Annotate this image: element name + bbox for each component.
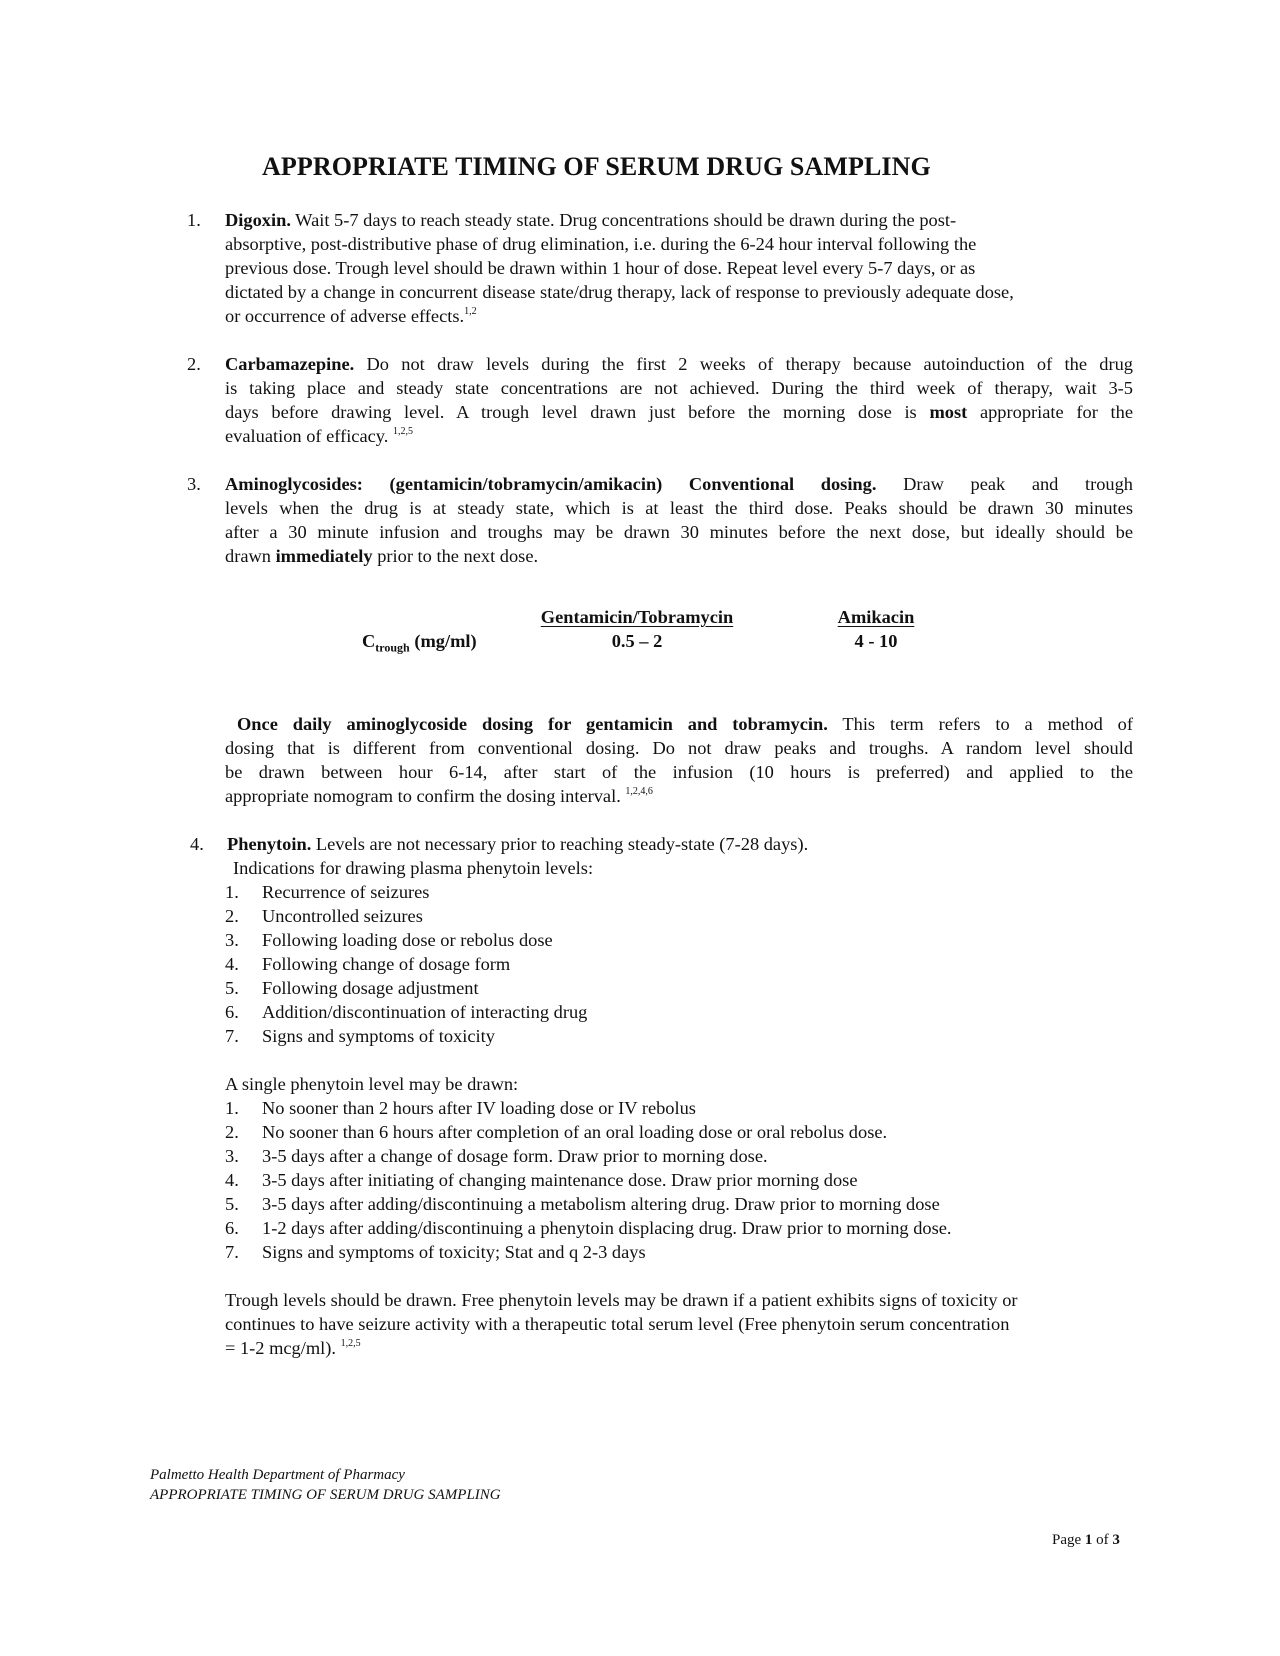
section-heading: Phenytoin. [227,834,312,854]
page-number: Page 1 of 3 [1052,1532,1120,1548]
table-cell: 0.5 – 2 [611,631,663,651]
list-number: 3. [187,474,201,494]
paragraph-line: Aminoglycosides: (gentamicin/tobramycin/amikacin) Conventional dosing. Draw peak and trough [225,474,1133,494]
list-item: 5. 3-5 days after adding/discontinuing a metabolism altering drug. Draw prior to morning dose [225,1194,940,1214]
row-label-c-trough: $C_{trough}$ (mg/ml) [362,631,477,655]
paragraph-line: Digoxin. Wait 5-7 days to reach steady state. Drug concentrations should be drawn during the post- [225,210,957,230]
paragraph-line: be drawn between hour 6-14, after start of the infusion (10 hours is preferred) and applied to the [225,762,1133,782]
column-header-gentamicin-tobramycin: Gentamicin/Tobramycin [540,607,734,627]
reference-superscript: 1,2,5 [340,1338,361,1349]
list-item: 7. Signs and symptoms of toxicity [225,1026,495,1046]
paragraph-line: evaluation of efficacy. $^{1,2,5}$ [225,426,413,446]
paragraph-line: levels when the drug is at steady state, which is at least the third dose. Peaks should be drawn 30 minutes [225,498,1133,518]
list-number: 1. [187,210,201,230]
paragraph-line: Phenytoin. Levels are not necessary prior to reaching steady-state (7-28 days). [227,834,809,854]
paragraph-line: dosing that is different from conventional dosing. Do not draw peaks and troughs. A random level should [225,738,1133,758]
paragraph-line: dictated by a change in concurrent disease state/drug therapy, lack of response to previously adequate dose, [225,282,1014,302]
reference-superscript: 1,2 [464,306,477,317]
paragraph-line: absorptive, post-distributive phase of drug elimination, i.e. during the 6-24 hour interval following the [225,234,977,254]
list-item: 1. Recurrence of seizures [225,882,430,902]
list-item: 4. 3-5 days after initiating of changing maintenance dose. Draw prior morning dose [225,1170,858,1190]
paragraph-line: days before drawing level. A trough level drawn just before the morning dose is most appropriate for the [225,402,1134,422]
reference-superscript: 1,2,5 [392,426,413,437]
paragraph-line: previous dose. Trough level should be drawn within 1 hour of dose. Repeat level every 5-7 days, or as [225,258,976,278]
list-number: 4. [190,834,204,854]
paragraph-line: Carbamazepine. Do not draw levels during the first 2 weeks of therapy because autoinduction of the drug [225,354,1133,374]
single-level-title: A single phenytoin level may be drawn: [225,1074,519,1094]
paragraph-line: after a 30 minute infusion and troughs may be drawn 30 minutes before the next dose, but ideally should be [225,522,1133,542]
paragraph-line: Once daily aminoglycoside dosing for gentamicin and tobramycin. This term refers to a method of [237,714,1133,734]
section-heading: Aminoglycosides: (gentamicin/tobramycin/amikacin) Conventional dosing. [225,474,877,494]
list-item: 6. Addition/discontinuation of interacting drug [225,1002,588,1022]
section-heading: Once daily aminoglycoside dosing for gentamicin and tobramycin. [237,714,828,734]
list-item: 2. Uncontrolled seizures [225,906,423,926]
paragraph-line: = 1-2 mcg/ml). $^{1,2,5}$ [225,1338,361,1358]
section-heading: Digoxin. [225,210,291,230]
list-item: 2. No sooner than 6 hours after completion of an oral loading dose or oral rebolus dose. [225,1122,888,1142]
paragraph-line: appropriate nomogram to confirm the dosing interval. $^{1,2,4,6}$ [225,786,653,806]
footer-department: Palmetto Health Department of Pharmacy [150,1467,405,1483]
indications-title: Indications for drawing plasma phenytoin levels: [233,858,594,878]
list-item: 3. Following loading dose or rebolus dose [225,930,553,950]
paragraph-line: or occurrence of adverse effects.$^{1,2}$ [225,306,477,326]
list-item: 1. No sooner than 2 hours after IV loading dose or IV rebolus [225,1098,696,1118]
list-item: 7. Signs and symptoms of toxicity; Stat and q 2-3 days [225,1242,646,1262]
reference-superscript: 1,2,4,6 [625,786,653,797]
paragraph-line: continues to have seizure activity with a therapeutic total serum level (Free phenytoin serum concentration [225,1314,1010,1334]
paragraph-line: is taking place and steady state concentrations are not achieved. During the third week of therapy, wait 3-5 [225,378,1133,398]
page-title: APPROPRIATE TIMING OF SERUM DRUG SAMPLING [262,152,931,181]
paragraph-line: drawn immediately prior to the next dose. [225,546,539,566]
list-item: 4. Following change of dosage form [225,954,511,974]
list-item: 6. 1-2 days after adding/discontinuing a phenytoin displacing drug. Draw prior to morning dose. [225,1218,952,1238]
list-number: 2. [187,354,201,374]
paragraph-line: Trough levels should be drawn. Free phenytoin levels may be drawn if a patient exhibits signs of toxicity or [225,1290,1018,1310]
column-header-amikacin: Amikacin [837,607,915,627]
list-item: 5. Following dosage adjustment [225,978,479,998]
list-item: 3. 3-5 days after a change of dosage form. Draw prior to morning dose. [225,1146,768,1166]
section-heading: Carbamazepine. [225,354,355,374]
table-cell: 4 - 10 [854,631,898,651]
footer-document-title: APPROPRIATE TIMING OF SERUM DRUG SAMPLING [150,1487,501,1503]
